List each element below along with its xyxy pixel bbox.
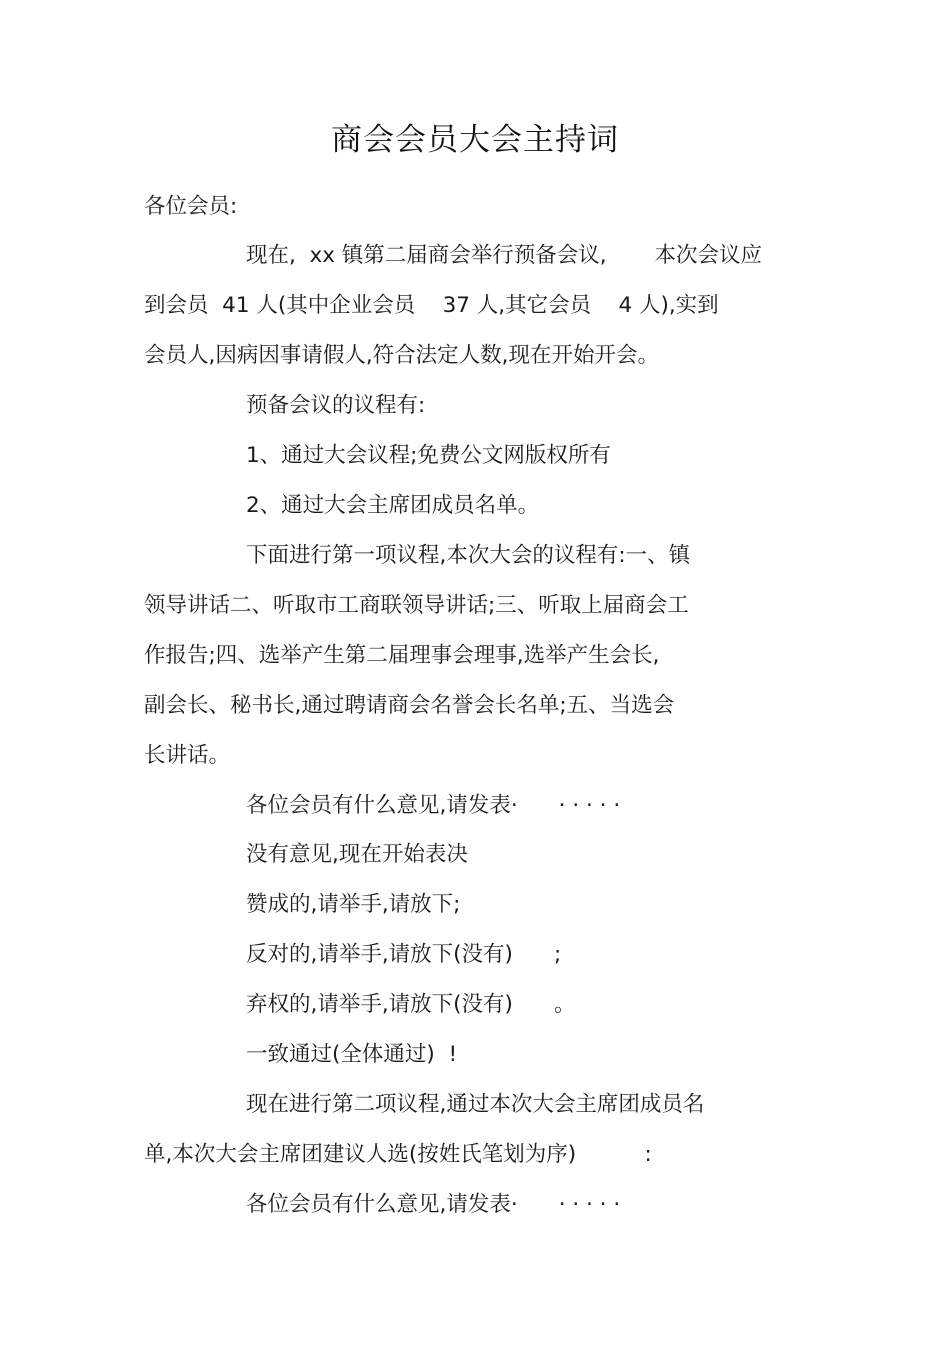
- paragraph-line: 没有意见,现在开始表决: [246, 842, 468, 867]
- paragraph-line: 到会员 41 人(其中企业会员 37 人,其它会员 4 人),实到: [144, 293, 719, 318]
- paragraph-line: 赞成的,请举手,请放下;: [246, 892, 461, 917]
- paragraph-line: 副会长、秘书长,通过聘请商会名誉会长名单;五、当选会: [144, 693, 675, 718]
- paragraph-line: 各位会员有什么意见,请发表· · · · · ·: [246, 1192, 621, 1217]
- paragraph-line: 各位会员有什么意见,请发表· · · · · ·: [246, 793, 621, 818]
- paragraph-line: 现在, xx 镇第二届商会举行预备会议, 本次会议应: [246, 243, 762, 268]
- agenda-item: 2、通过大会主席团成员名单。: [246, 493, 540, 518]
- paragraph-line: 会员人,因病因事请假人,符合法定人数,现在开始开会。: [144, 343, 660, 368]
- paragraph-line: 领导讲话二、听取市工商联领导讲话;三、听取上届商会工: [144, 593, 689, 618]
- paragraph-line: 一致通过(全体通过) !: [246, 1042, 458, 1067]
- paragraph-line: 单,本次大会主席团建议人选(按姓氏笔划为序) :: [144, 1142, 652, 1167]
- paragraph-line: 现在进行第二项议程,通过本次大会主席团成员名: [246, 1092, 705, 1117]
- salutation: 各位会员:: [144, 194, 238, 219]
- paragraph-line: 预备会议的议程有:: [246, 393, 426, 418]
- paragraph-line: 下面进行第一项议程,本次大会的议程有:一、镇: [246, 543, 691, 568]
- paragraph-line: 弃权的,请举手,请放下(没有) 。: [246, 992, 576, 1017]
- paragraph-line: 长讲话。: [144, 743, 231, 768]
- agenda-item: 1、通过大会议程;免费公文网版权所有: [246, 443, 611, 468]
- paragraph-line: 作报告;四、选举产生第二届理事会理事,选举产生会长,: [144, 643, 660, 668]
- paragraph-line: 反对的,请举手,请放下(没有) ;: [246, 942, 562, 967]
- document-title: 商会会员大会主持词: [331, 122, 619, 158]
